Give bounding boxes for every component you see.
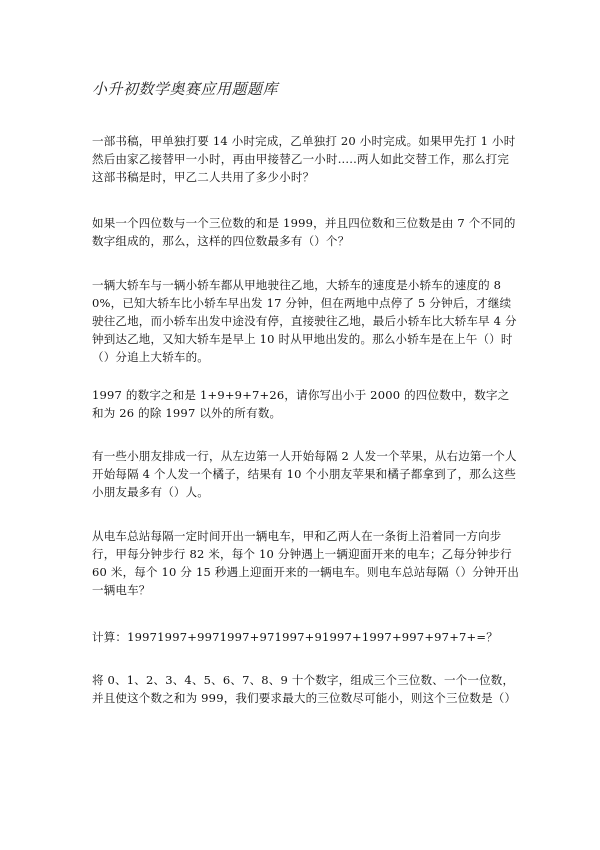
problem-1: 一部书稿，甲单独打要 14 小时完成，乙单独打 20 小时完成。如果甲先打 1 小时然后由家乙接替甲一小时，再由甲接替乙一小时.....两人如此交替工作，那么打完这部书稿是时，甲乙二人共用了多少小时？: [92, 134, 516, 184]
problem-7: 计算：19971997+9971997+971997+91997+1997+997+97+7+=？: [92, 630, 498, 644]
problem-5: 有一些小朋友排成一行，从左边第一人开始每隔 2 人发一个苹果，从右边第一个人开始每隔 4 个人发一个橘子，结果有 10 个小朋友苹果和橘子都拿到了，那么这些小朋友最多有（）人。: [92, 449, 517, 499]
problem-2: 如果一个四位数与一个三位数的和是 1999，并且四位数和三位数是由 7 个不同的数字组成的，那么，这样的四位数最多有（）个？: [92, 216, 516, 248]
problem-4: 1997 的数字之和是 1+9+9+7+26，请你写出小于 2000 的四位数中，数字之和为 26 的除 1997 以外的所有数。: [92, 388, 510, 420]
page-title: 小升初数学奥赛应用题题库: [92, 80, 279, 98]
problem-6: 从电车总站每隔一定时间开出一辆电车，甲和乙两人在一条街上沿着同一方向步行，甲每分钟步行 82 米，每个 10 分钟遇上一辆迎面开来的电车；乙每分钟步行 60 米，每个 10 分 15 秒遇上迎面开来的一辆电车。则电车总站每隔（）分钟开出一辆电车？: [92, 529, 520, 597]
problem-8: 将 0、1、2、3、4、5、6、7、8、9 十个数字，组成三个三位数、一个一位数，并且使这个数之和为 999，我们要求最大的三位数尽可能小，则这个三位数是（）: [92, 673, 517, 705]
problem-3: 一辆大轿车与一辆小轿车都从甲地驶往乙地，大轿车的速度是小轿车的速度的 80%，已知大轿车比小轿车早出发 17 分钟，但在两地中点停了 5 分钟后，才继续驶往乙地，而小轿车出发中途没有停，直接驶往乙地，最后小轿车比大轿车早 4 分钟到达乙地，又知大轿车是早上 10 时从甲地出发的。那么小轿车是在上午（）时（）分追上大轿车的。: [92, 278, 517, 364]
